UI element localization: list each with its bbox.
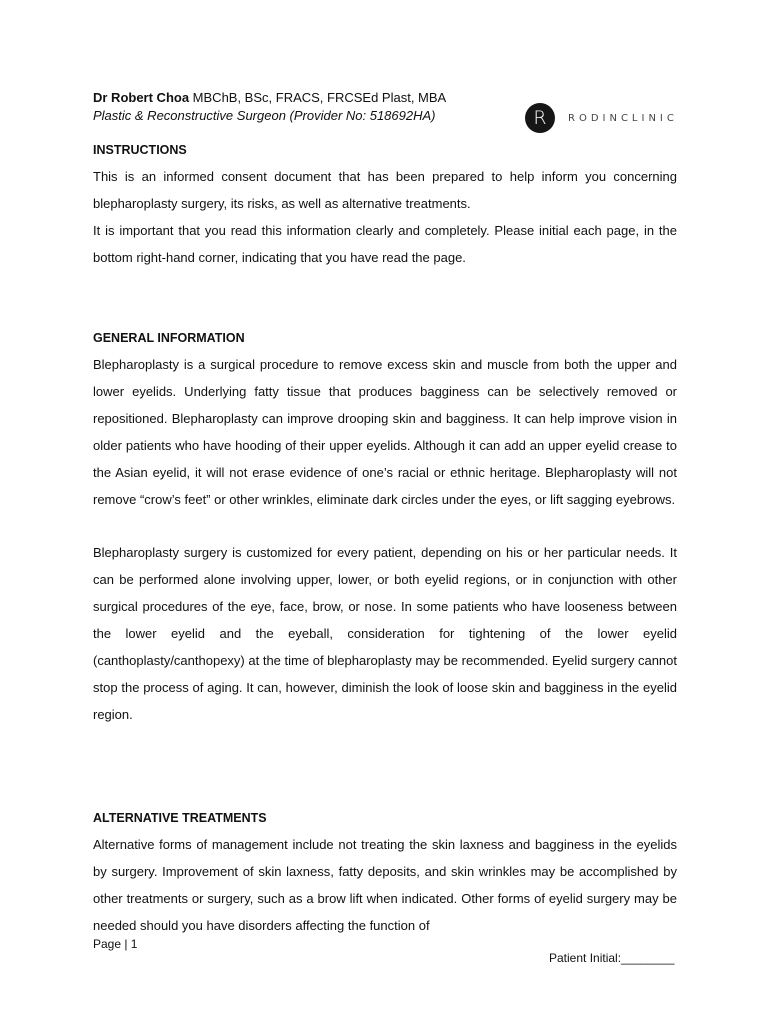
doctor-name: Dr Robert Choa xyxy=(93,90,190,105)
doctor-title: Plastic & Reconstructive Surgeon (Provider No: 518692HA) xyxy=(93,108,436,123)
general-information-heading: GENERAL INFORMATION xyxy=(93,331,245,345)
doctor-credentials: MBChB, BSc, FRACS, FRCSEd Plast, MBA xyxy=(189,90,447,105)
instructions-paragraph: This is an informed consent document that has been prepared to help inform you concerning blepharoplasty surgery, its risks, as well as alternative treatments. xyxy=(93,169,677,211)
patient-initial-field: Patient Initial:________ xyxy=(549,951,675,965)
clinic-logo-text: RODINCLINIC xyxy=(568,112,678,124)
general-information-section xyxy=(93,329,677,728)
general-information-paragraph: Blepharoplasty is a surgical procedure to remove excess skin and muscle from both the upper and lower eyelids. Underlying fatty tissue that produces bagginess can be selectively removed or repositioned. Blepharoplasty can improve drooping skin and bagginess. It can help improve vision in older patients who have hooding of their upper eyelids. Although it can add an upper eyelid crease to the Asian eyelid, it will not erase evidence of one’s racial or ethnic heritage. Blepharoplasty will not remove “crow’s feet” or other wrinkles, eliminate dark circles under the eyes, or lift sagging eyebrows. xyxy=(93,357,677,507)
alternative-treatments-paragraph: Alternative forms of management include not treating the skin laxness and bagginess in the eyelids by surgery. Improvement of skin laxness, fatty deposits, and skin wrinkles may be accomplished by other treatments or surgery, such as a brow lift when indicated. Other forms of eyelid surgery may be needed should you have disorders affecting the function of xyxy=(93,837,677,933)
instructions-paragraph: It is important that you read this information clearly and completely. Please initial each page, in the bottom right-hand corner, indicating that you have read the page. xyxy=(93,223,677,265)
clinic-logo xyxy=(525,103,678,133)
alternative-treatments-section xyxy=(93,809,677,939)
page-number: Page | 1 xyxy=(93,937,138,951)
alternative-treatments-heading: ALTERNATIVE TREATMENTS xyxy=(93,811,267,825)
general-information-paragraph: Blepharoplasty surgery is customized for every patient, depending on his or her particular needs. It can be performed alone involving upper, lower, or both eyelid regions, or in conjunction with other surgical procedures of the eye, face, brow, or nose. In some patients who have looseness between the lower eyelid and the eyeball, consideration for tightening of the lower eyelid (canthoplasty/canthopexy) at the time of blepharoplasty may be recommended. Eyelid surgery cannot stop the process of aging. It can, however, diminish the look of loose skin and bagginess in the eyelid region. xyxy=(93,545,677,722)
instructions-heading: INSTRUCTIONS xyxy=(93,143,187,157)
clinic-logo-mark: R xyxy=(525,103,555,133)
instructions-section xyxy=(93,141,677,271)
